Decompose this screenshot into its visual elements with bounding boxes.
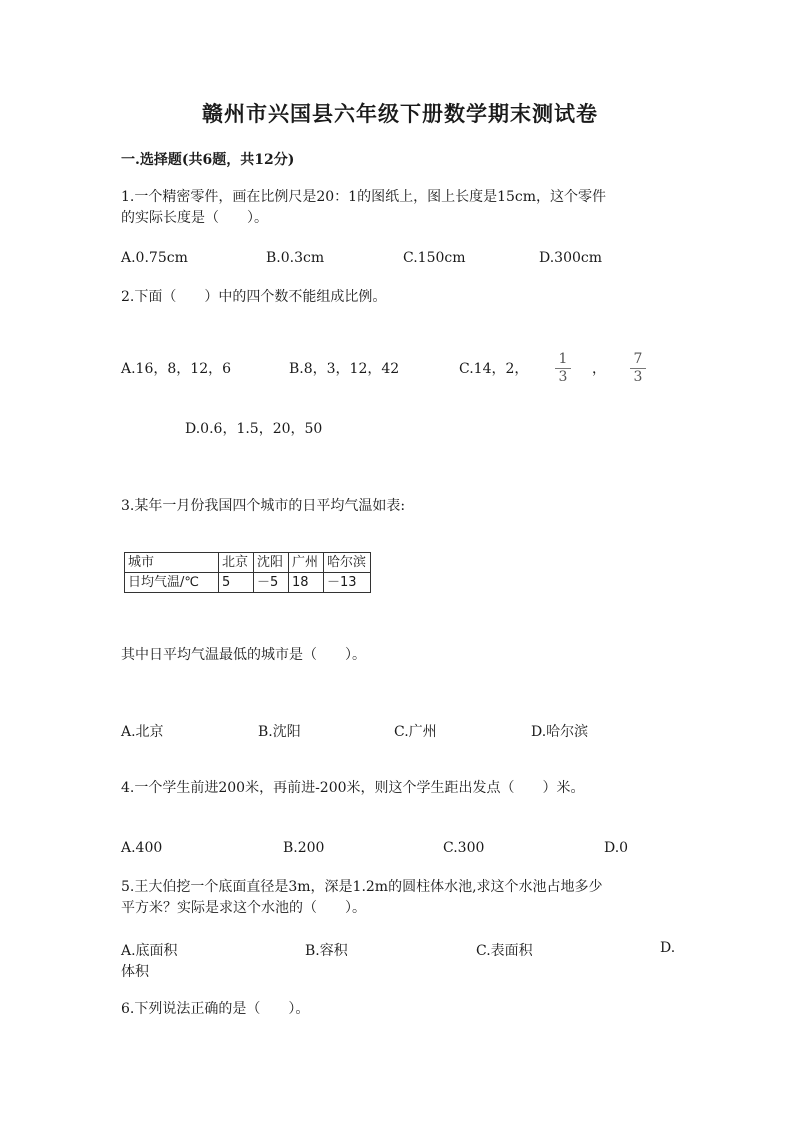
q5-option-d: D.	[660, 940, 676, 956]
q3-option-c: C.广州	[394, 724, 437, 740]
table-cell: 沈阳	[254, 553, 289, 573]
q5-option-b: B.容积	[305, 943, 348, 959]
q3-option-b: B.沈阳	[258, 724, 301, 740]
fraction-numerator: 7	[633, 351, 643, 367]
table-cell: 日均气温/℃	[125, 573, 219, 593]
question-4: 4.一个学生前进200米，再前进-200米，则这个学生距出发点（ ）米。	[121, 780, 585, 796]
section-heading-choice: 一.选择题(共6题，共12分)	[121, 152, 295, 168]
fraction-denominator: 3	[633, 369, 643, 385]
q2-fraction-one-third	[555, 352, 571, 385]
q2-option-a: A.16，8，12，6	[121, 361, 232, 377]
q5-option-d-wrap: 体积	[121, 964, 149, 980]
question-5-line-2: 平方米？实际是求这个水池的（ ）。	[121, 900, 366, 916]
fraction-numerator: 1	[558, 351, 568, 367]
table-cell: 5	[219, 573, 254, 593]
q4-option-d: D.0	[604, 840, 629, 856]
table-cell: 哈尔滨	[324, 553, 371, 573]
table-cell: 18	[289, 573, 324, 593]
fraction-denominator: 3	[558, 369, 568, 385]
page-title: 赣州市兴国县六年级下册数学期末测试卷	[202, 101, 598, 126]
q4-option-b: B.200	[283, 840, 325, 856]
temperature-table	[124, 552, 371, 593]
q2-option-c: C.14，2，	[459, 361, 529, 377]
q2-option-b: B.8，3，12，42	[289, 361, 400, 377]
table-cell: 城市	[125, 553, 219, 573]
q3-option-d: D.哈尔滨	[531, 724, 589, 740]
table-cell: 广州	[289, 553, 324, 573]
q4-option-c: C.300	[443, 840, 485, 856]
q4-option-a: A.400	[121, 840, 163, 856]
question-6: 6.下列说法正确的是（ ）。	[121, 1001, 310, 1017]
question-2: 2.下面（ ）中的四个数不能组成比例。	[121, 289, 387, 305]
table-row	[125, 573, 371, 593]
question-5	[121, 877, 603, 919]
q5-option-a: A.底面积	[121, 943, 178, 959]
question-1-line-2: 的实际长度是（ ）。	[121, 210, 268, 226]
q1-option-b: B.0.3cm	[266, 250, 325, 266]
table-cell: 北京	[219, 553, 254, 573]
q3-option-a: A.北京	[121, 724, 164, 740]
q2-separator: ，	[592, 361, 606, 377]
question-1	[121, 187, 606, 229]
q2-fraction-seven-thirds	[630, 352, 646, 385]
table-header-row	[125, 553, 371, 573]
question-3: 3.某年一月份我国四个城市的日平均气温如表:	[121, 498, 406, 514]
question-5-line-1: 5.王大伯挖一个底面直径是3m，深是1.2m的圆柱体水池,求这个水池占地多少	[121, 879, 603, 895]
question-3-prompt: 其中日平均气温最低的城市是（ ）。	[121, 647, 366, 663]
table-cell: －5	[254, 573, 289, 593]
q2-option-d: D.0.6，1.5，20，50	[185, 421, 323, 437]
question-1-line-1: 1.一个精密零件，画在比例尺是20：1的图纸上，图上长度是15cm，这个零件	[121, 189, 607, 205]
q1-option-d: D.300cm	[539, 250, 603, 266]
q1-option-c: C.150cm	[403, 250, 466, 266]
q1-option-a: A.0.75cm	[121, 250, 188, 266]
q5-option-c: C.表面积	[476, 943, 533, 959]
table-cell: －13	[324, 573, 371, 593]
